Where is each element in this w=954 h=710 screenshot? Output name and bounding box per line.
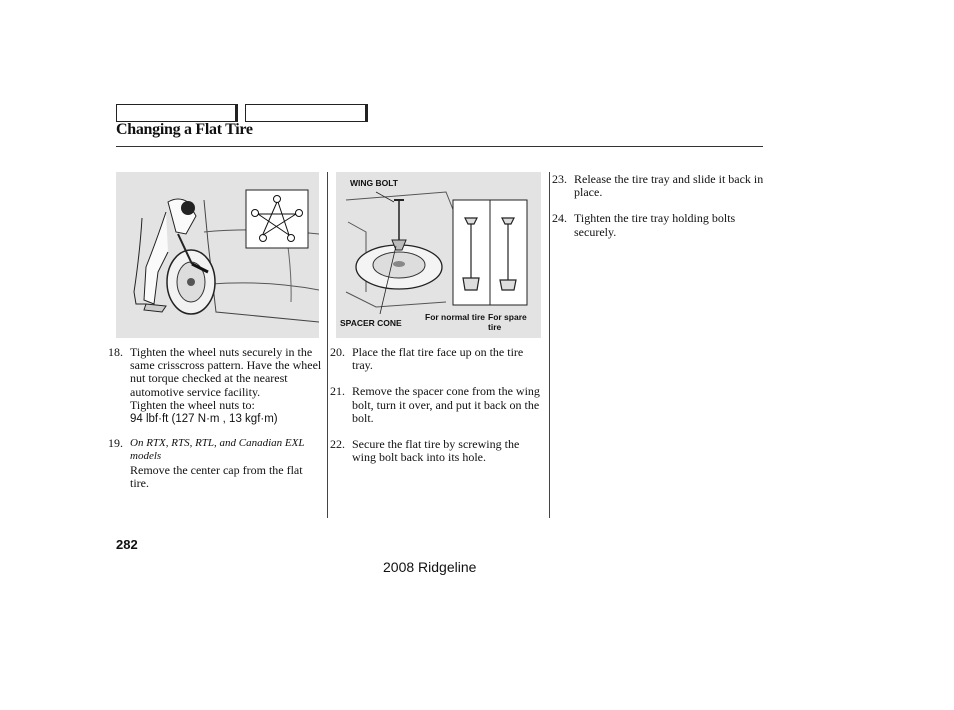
page-title: Changing a Flat Tire — [116, 121, 253, 138]
title-rule — [116, 146, 763, 147]
step-19 — [108, 437, 322, 490]
step-number: 22. — [330, 437, 345, 452]
column-divider-1 — [327, 172, 328, 518]
step-24 — [552, 212, 766, 238]
step-number: 24. — [552, 211, 567, 226]
step-number: 19. — [108, 436, 123, 451]
torque-intro: Tighten the wheel nuts to: — [130, 397, 255, 412]
model-condition: On RTX, RTS, RTL, and Canadian EXL models — [130, 437, 305, 463]
step-23 — [552, 173, 770, 199]
normal-tire-label: For normal tire — [425, 312, 485, 322]
column-divider-2 — [549, 172, 550, 518]
header-tab-1 — [116, 104, 238, 122]
wheel-tightening-illustration — [116, 172, 319, 338]
step-text: Remove the center cap from the flat tire. — [130, 462, 303, 490]
spare-tire-tray-illustration — [336, 172, 541, 338]
step-number: 23. — [552, 172, 567, 186]
step-number: 21. — [330, 384, 345, 399]
step-text: Remove the spacer cone from the wing bolt, turn it over, and put it back on the bolt. — [352, 384, 540, 425]
wing-bolt-label: WING BOLT — [350, 178, 398, 188]
spare-tire-label: For spare tire — [488, 312, 527, 332]
page-number: 282 — [116, 537, 138, 552]
step-text: Place the flat tire face up on the tire tray. — [352, 345, 524, 373]
step-text: Tighten the wheel nuts securely in the same crisscross pattern. Have the wheel nut torque checked at the nearest automotive service facility. — [130, 345, 322, 399]
column-2-text — [330, 346, 544, 464]
step-text: Release the tire tray and slide it back in place. — [574, 172, 764, 200]
spacer-cone-label: SPACER CONE — [340, 318, 402, 328]
step-20 — [330, 346, 532, 372]
step-number: 20. — [330, 345, 345, 359]
footer-model: 2008 Ridgeline — [383, 559, 477, 575]
column-1-text — [108, 346, 322, 490]
step-text: Secure the flat tire by screwing the wing bolt back into its hole. — [352, 437, 520, 465]
step-number: 18. — [108, 345, 123, 359]
step-18 — [108, 346, 322, 426]
step-21 — [330, 385, 544, 425]
header-tab-2 — [245, 104, 368, 122]
step-22 — [330, 438, 544, 464]
torque-value: 94 lbf·ft (127 N·m , 13 kgf·m) — [130, 413, 278, 426]
column-3-text — [552, 173, 766, 239]
step-text: Tighten the tire tray holding bolts securely. — [574, 211, 736, 239]
